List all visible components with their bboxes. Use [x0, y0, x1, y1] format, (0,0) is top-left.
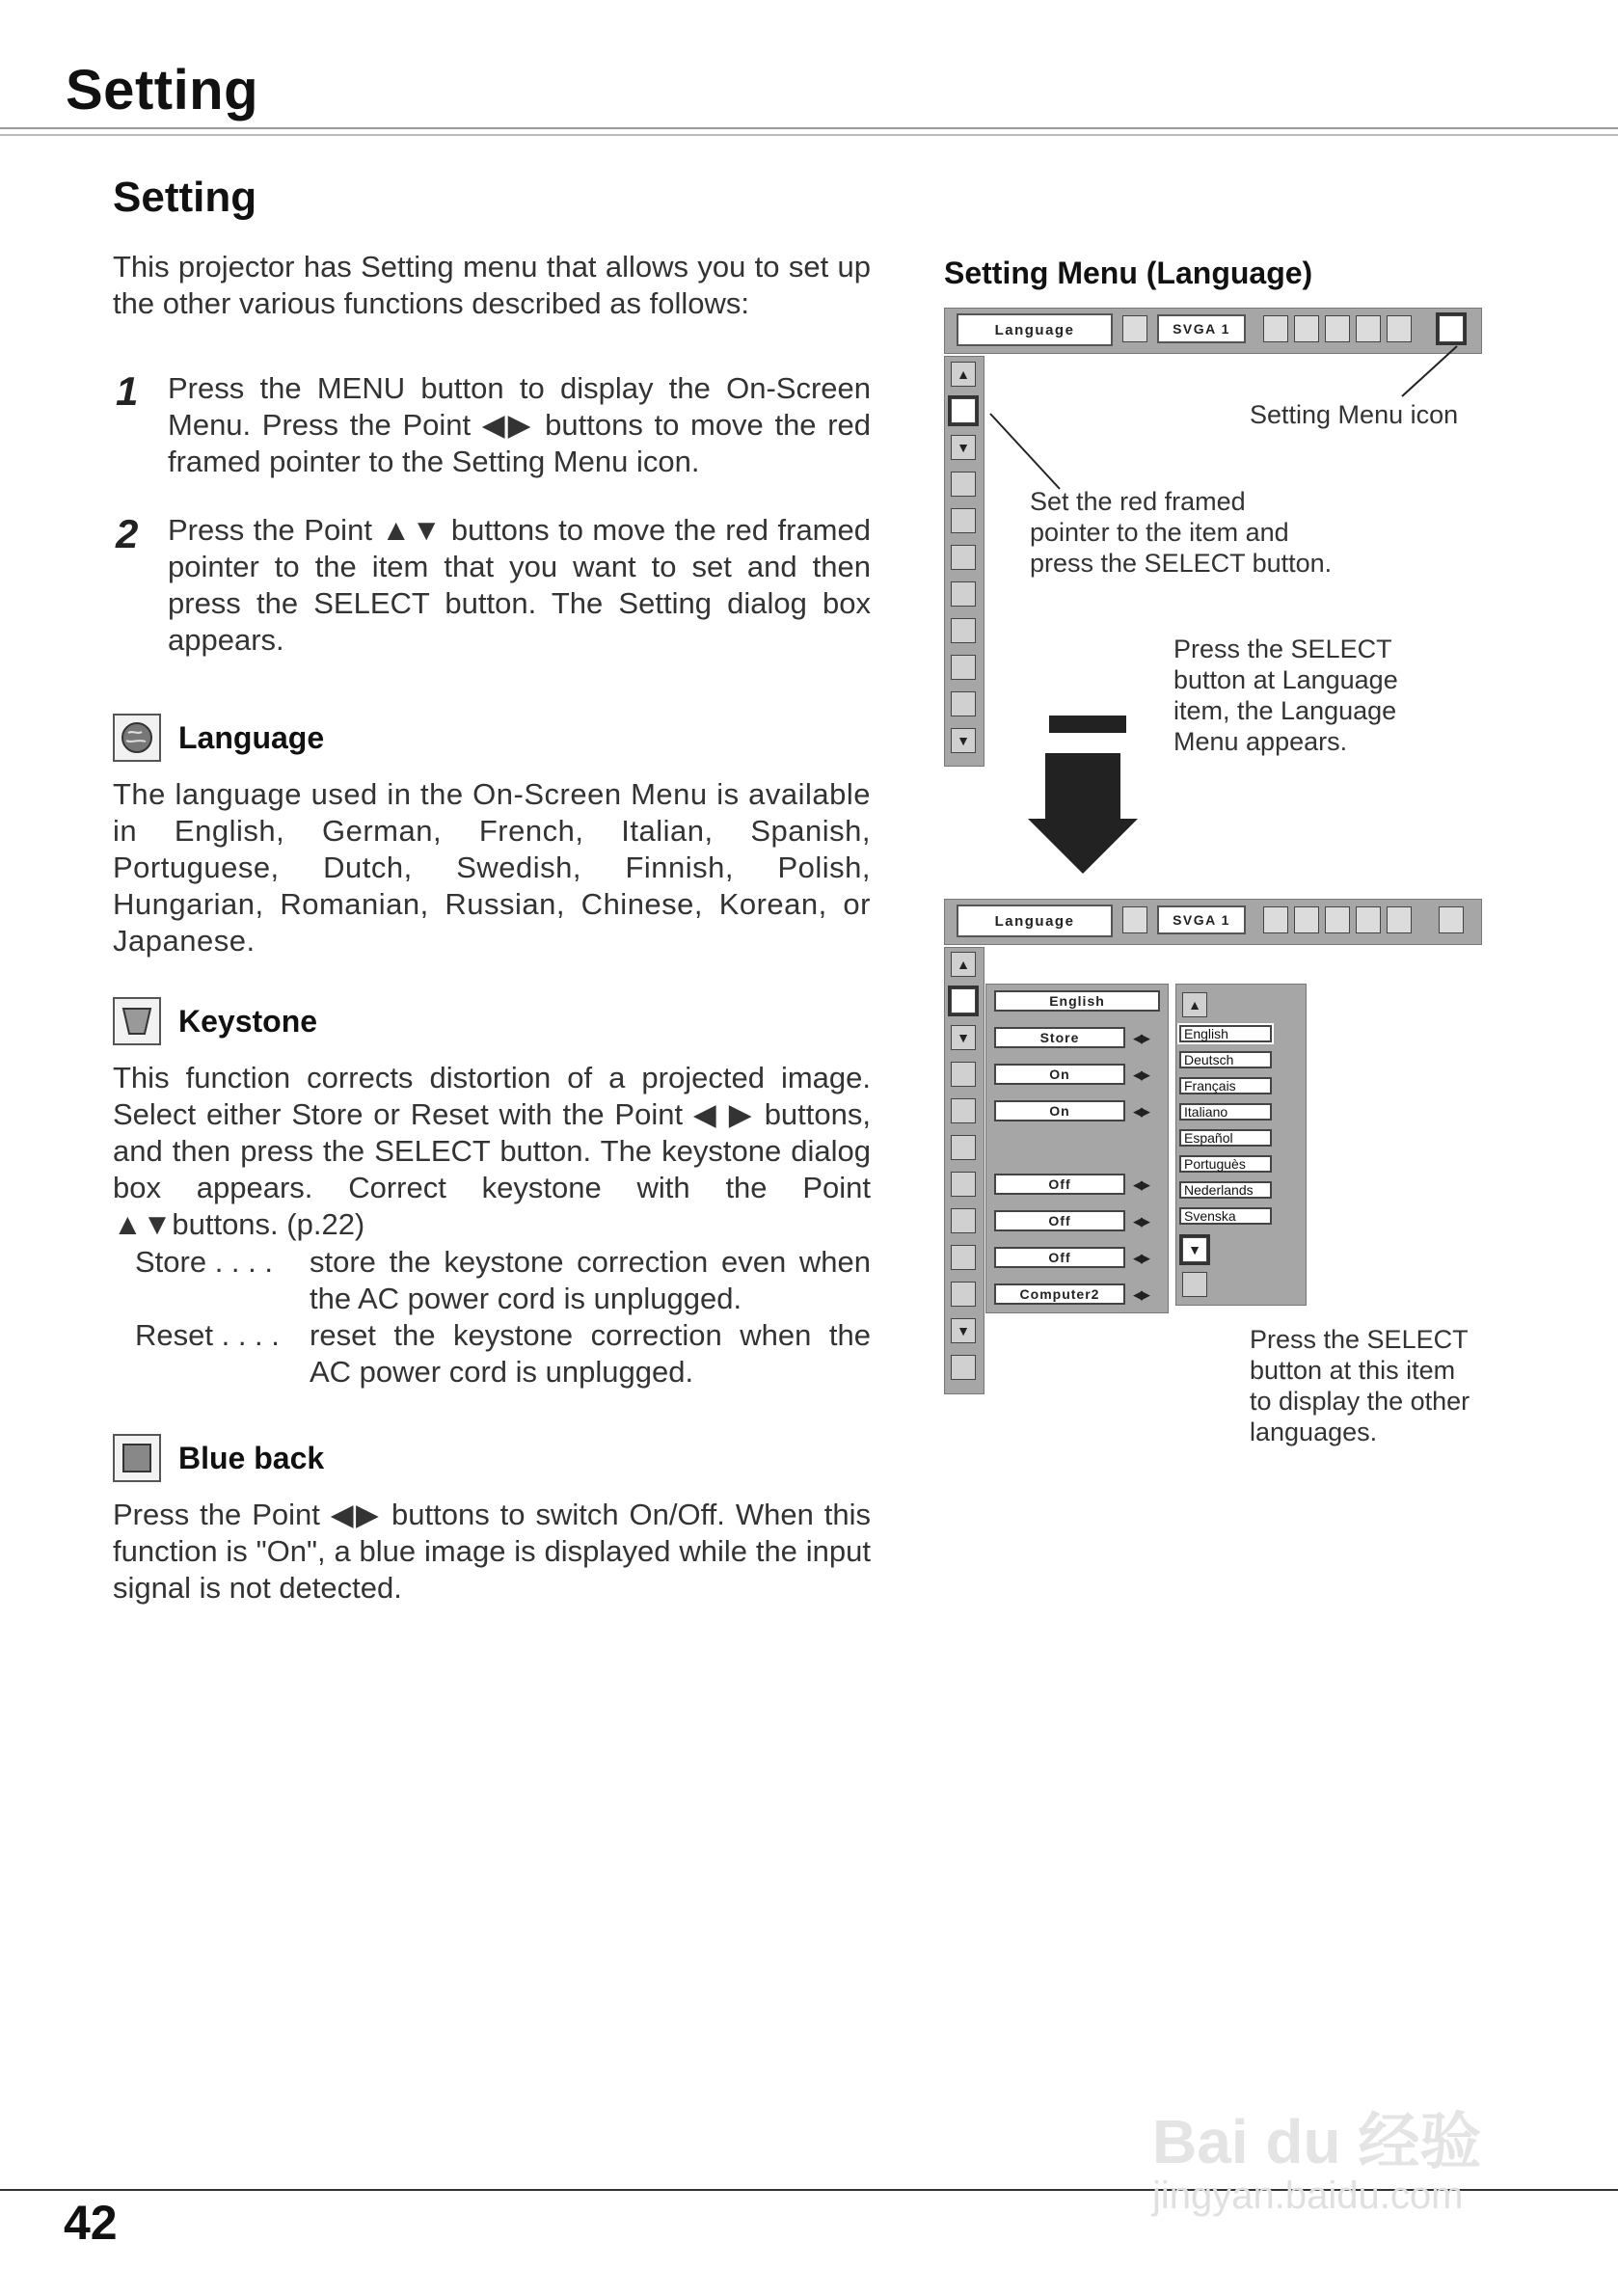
color-icon: [1294, 906, 1319, 933]
input-icon: [1263, 906, 1288, 933]
reset-option-desc: reset the keystone correction when the AC power cord is unplugged.: [310, 1318, 871, 1389]
adjust-arrows-icon: ◀▶: [1133, 1251, 1148, 1265]
page-number: 42: [64, 2196, 118, 2250]
language-text: The language used in the On-Screen Menu is available in English, German, French, Italian, Spanish, Portuguese, Dutch, Swedish, Finnish, Polish, Hungarian, Romanian, Russian, Chinese, Korean, or Japanese.: [113, 777, 871, 958]
callout-red-pointer: [1030, 486, 1332, 579]
setting-menu-icon: [1439, 906, 1464, 933]
scroll-up-icon: ▲: [951, 362, 976, 387]
watermark-main: Bai du 经验: [1152, 2107, 1482, 2176]
keystone-heading: Keystone: [178, 1004, 318, 1039]
info-icon: [1387, 906, 1412, 933]
menu1-item-label: Language: [957, 313, 1113, 346]
menu2-item-label: Language: [957, 905, 1113, 937]
header-rule: [0, 127, 1618, 129]
store-option-label: Store . . . .: [135, 1245, 273, 1279]
adjust-arrows-icon: ◀▶: [1133, 1177, 1148, 1192]
rear-menu-icon: [951, 1208, 976, 1233]
callout-press-select-line-1: Press the SELECT: [1173, 635, 1392, 663]
callout-press-select-line-3: item, the Language: [1173, 696, 1397, 725]
language-option: Svenska: [1179, 1207, 1272, 1225]
blue-back-menu-icon: [951, 1062, 976, 1087]
callout-press-select-line-2: button at Language: [1173, 665, 1398, 694]
language-menu-icon: [951, 988, 976, 1013]
callout-press-select-line-4: Menu appears.: [1173, 727, 1348, 756]
menu2-topbar: [944, 899, 1482, 945]
store-option-desc: store the keystone correction even when the AC power cord is unplugged.: [310, 1245, 871, 1315]
value-input: Computer2: [994, 1283, 1125, 1305]
step-1-text: Press the MENU button to display the On-Screen Menu. Press the Point ◀▶ buttons to move the red framed pointer to the Setting Menu icon.: [168, 371, 871, 478]
callout-red-pointer-line-3: press the SELECT button.: [1030, 549, 1333, 578]
language-heading: Language: [178, 720, 325, 755]
language-list-panel: [1175, 984, 1307, 1306]
blue-back-icon: [113, 1434, 161, 1482]
camera-icon: [1122, 906, 1147, 933]
menu2-value-panel: [985, 984, 1169, 1313]
adjust-arrows-icon: ◀▶: [1133, 1214, 1148, 1229]
adjust-arrows-icon: ◀▶: [1133, 1031, 1148, 1045]
step-2-text: Press the Point ▲▼ buttons to move the red framed pointer to the item that you want to set and then press the SELECT button. The Setting dialog box appears.: [168, 513, 871, 657]
exit-icon: [951, 1355, 976, 1380]
adjust-arrows-icon: ◀▶: [1133, 1067, 1148, 1082]
scroll-up-icon: ▲: [951, 952, 976, 977]
scroll-down-icon: ▼: [951, 1318, 976, 1343]
logo-menu-icon: [951, 1135, 976, 1160]
language-option: English: [1179, 1025, 1272, 1042]
screen-icon: [1356, 906, 1381, 933]
callout-other-languages-line-2: button at this item: [1250, 1356, 1456, 1385]
value-ceiling: Off: [994, 1174, 1125, 1195]
language-option: Deutsch: [1179, 1051, 1272, 1068]
globe-icon: [113, 714, 161, 762]
callout-press-select: [1173, 634, 1398, 757]
value-blue-back: On: [994, 1064, 1125, 1085]
callout-other-languages-line-1: Press the SELECT: [1250, 1325, 1469, 1354]
language-option: Nederlands: [1179, 1181, 1272, 1199]
keystone-menu-icon: ▼: [951, 435, 976, 460]
language-option: Portuguès: [1179, 1155, 1272, 1173]
language-option: Français: [1179, 1077, 1272, 1094]
keystone-menu-icon: ▼: [951, 1025, 976, 1050]
keystone-text: This function corrects distortion of a projected image. Select either Store or Reset with the Point ◀ ▶ buttons, and then press the SELECT button. The keystone dialog box appears. Correct keystone with the Point ▲▼buttons. (p.22): [113, 1061, 871, 1241]
page-title: Setting: [66, 59, 259, 122]
adjust-arrows-icon: ◀▶: [1133, 1287, 1148, 1302]
language-option: Español: [1179, 1129, 1272, 1147]
callout-other-languages-line-3: to display the other: [1250, 1387, 1470, 1416]
menu1-signal-label: SVGA 1: [1157, 314, 1246, 343]
watermark-sub: jingyan.baidu.com: [1152, 2174, 1464, 2217]
value-display: On: [994, 1100, 1125, 1121]
keystone-icon: [113, 997, 161, 1045]
blue-back-heading: Blue back: [178, 1441, 325, 1475]
value-keystone: Store: [994, 1027, 1125, 1048]
value-rear: Off: [994, 1210, 1125, 1231]
menu2-sidebar: [944, 947, 984, 1394]
callout-setting-icon: Setting Menu icon: [1250, 400, 1459, 429]
intro-paragraph: This projector has Setting menu that allows you to set up the other various functions described as follows:: [113, 250, 871, 320]
callout-other-languages-line-4: languages.: [1250, 1418, 1378, 1446]
step-1-number: 1: [116, 368, 139, 414]
figure-title: Setting Menu (Language): [944, 256, 1313, 290]
callout-red-pointer-line-2: pointer to the item and: [1030, 518, 1289, 547]
power-menu-icon: [951, 1282, 976, 1307]
blue-back-text: Press the Point ◀▶ buttons to switch On/Off. When this function is "On", a blue image is displayed while the input signal is not detected.: [113, 1498, 871, 1605]
menu2-signal-label: SVGA 1: [1157, 905, 1246, 934]
ceiling-menu-icon: [951, 1172, 976, 1197]
image-adjust-icon: [1325, 906, 1350, 933]
header-rule-secondary: [0, 134, 1618, 136]
callout-red-pointer-line-1: Set the red framed: [1030, 487, 1246, 516]
display-menu-icon: [951, 1098, 976, 1123]
section-title: Setting: [113, 174, 257, 221]
reset-option-label: Reset . . . .: [135, 1318, 280, 1352]
terminal-menu-icon: [951, 1245, 976, 1270]
exit-icon: [1182, 1272, 1207, 1297]
language-option: Italiano: [1179, 1103, 1272, 1121]
scroll-down-icon: ▼: [951, 728, 976, 753]
callout-other-languages: [1250, 1324, 1470, 1447]
scroll-up-icon: ▲: [1182, 992, 1207, 1017]
value-terminal: Off: [994, 1247, 1125, 1268]
step-2-number: 2: [116, 511, 139, 556]
more-languages-icon: ▼: [1182, 1237, 1207, 1262]
adjust-arrows-icon: ◀▶: [1133, 1104, 1148, 1119]
value-language: English: [994, 990, 1160, 1012]
